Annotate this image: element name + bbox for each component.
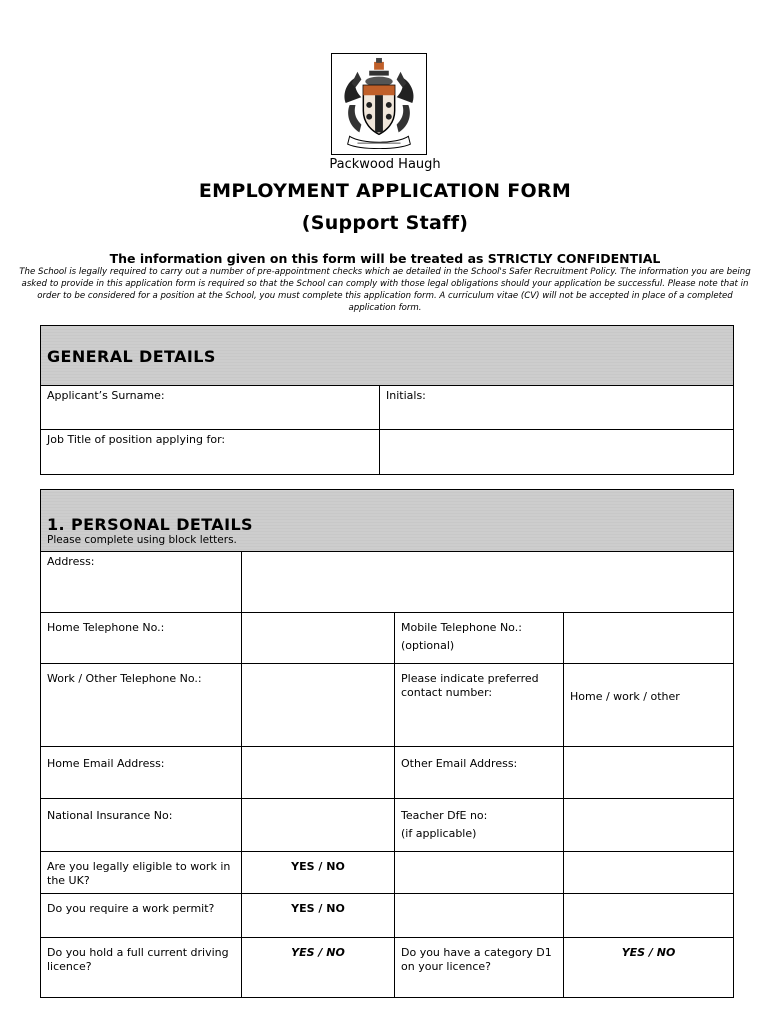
preferred-contact-label-cell (395, 664, 564, 747)
work-phone-label-cell (41, 664, 242, 747)
personal-details-table (40, 489, 734, 998)
teacher-dfe-note: (if applicable) (401, 827, 477, 840)
initials-label: Initials: (386, 389, 426, 402)
licence-label: Do you hold a full current driving licence? (47, 946, 229, 973)
permit-label-cell (41, 894, 242, 938)
d1-options: YES / NO (621, 946, 676, 959)
eligible-label-cell (41, 852, 242, 894)
other-email-label: Other Email Address: (401, 757, 518, 770)
initials-field[interactable] (380, 386, 734, 430)
confidentiality-notice: The information given on this form will be treated as STRICTLY CONFIDENTIAL (109, 251, 661, 266)
mobile-phone-note: (optional) (401, 639, 455, 652)
form-subtitle: (Support Staff) (301, 212, 469, 234)
teacher-dfe-field[interactable] (564, 799, 734, 852)
teacher-dfe-label-cell (395, 799, 564, 852)
general-details-table (40, 325, 734, 475)
preferred-contact-label: Please indicate preferred contact number: (401, 672, 539, 699)
work-phone-field[interactable] (242, 664, 395, 747)
eligible-yes-no[interactable] (242, 852, 395, 894)
surname-label: Applicant’s Surname: (47, 389, 165, 402)
d1-label: Do you have a category D1 on your licence? (401, 946, 552, 973)
teacher-dfe-label: Teacher DfE no: (401, 809, 488, 822)
form-title: EMPLOYMENT APPLICATION FORM (198, 180, 572, 202)
ni-field[interactable] (242, 799, 395, 852)
home-phone-label: Home Telephone No.: (47, 621, 165, 634)
ni-label: National Insurance No: (47, 809, 173, 822)
home-email-label-cell (41, 747, 242, 799)
home-email-label: Home Email Address: (47, 757, 165, 770)
permit-label: Do you require a work permit? (47, 902, 215, 915)
job-title-field[interactable] (41, 430, 380, 475)
mobile-phone-field[interactable] (564, 613, 734, 664)
licence-options: YES / NO (291, 946, 345, 959)
surname-field[interactable] (41, 386, 380, 430)
mobile-phone-label-cell (395, 613, 564, 664)
permit-options: YES / NO (291, 902, 345, 915)
home-phone-field[interactable] (242, 613, 395, 664)
address-label: Address: (47, 555, 95, 568)
personal-details-header (41, 490, 734, 552)
permit-extra-2 (564, 894, 734, 938)
ni-label-cell (41, 799, 242, 852)
eligible-extra-2 (564, 852, 734, 894)
permit-yes-no[interactable] (242, 894, 395, 938)
other-email-field[interactable] (564, 747, 734, 799)
other-email-label-cell (395, 747, 564, 799)
d1-yes-no[interactable] (564, 938, 734, 998)
mobile-phone-label: Mobile Telephone No.: (401, 621, 522, 634)
personal-details-subheading: Please complete using block letters. (47, 534, 237, 546)
home-email-field[interactable] (242, 747, 395, 799)
intro-paragraph: The School is legally required to carry out a number of pre-appointment checks which ae detailed in the School's Safer Recruitment Policy. The information you are being asked to provide in this application form is required so that the School can comply with those legal obligations should your application be successful. Please note that in order to be considered for a position at the School, you must complete this application form. A curriculum vitae (CV) will not be accepted in place of a completed application form. (19, 267, 751, 313)
d1-label-cell (395, 938, 564, 998)
eligible-label: Are you legally eligible to work in the UK? (47, 860, 231, 887)
work-phone-label: Work / Other Telephone No.: (47, 672, 202, 685)
home-phone-label-cell (41, 613, 242, 664)
personal-details-heading: 1. PERSONAL DETAILS (47, 515, 253, 534)
licence-yes-no[interactable] (242, 938, 395, 998)
school-name: Packwood Haugh (329, 157, 441, 172)
eligible-extra-1 (395, 852, 564, 894)
address-label-cell (41, 552, 242, 613)
preferred-contact-options-text: Home / work / other (570, 689, 680, 703)
address-field[interactable] (242, 552, 734, 613)
school-crest-icon (331, 53, 427, 155)
general-details-header (41, 326, 734, 386)
eligible-options: YES / NO (291, 860, 345, 873)
permit-extra-1 (395, 894, 564, 938)
job-title-label: Job Title of position applying for: (47, 433, 226, 446)
general-details-heading: GENERAL DETAILS (47, 346, 216, 366)
licence-label-cell (41, 938, 242, 998)
job-title-value[interactable] (380, 430, 734, 475)
preferred-contact-options[interactable] (564, 664, 734, 747)
